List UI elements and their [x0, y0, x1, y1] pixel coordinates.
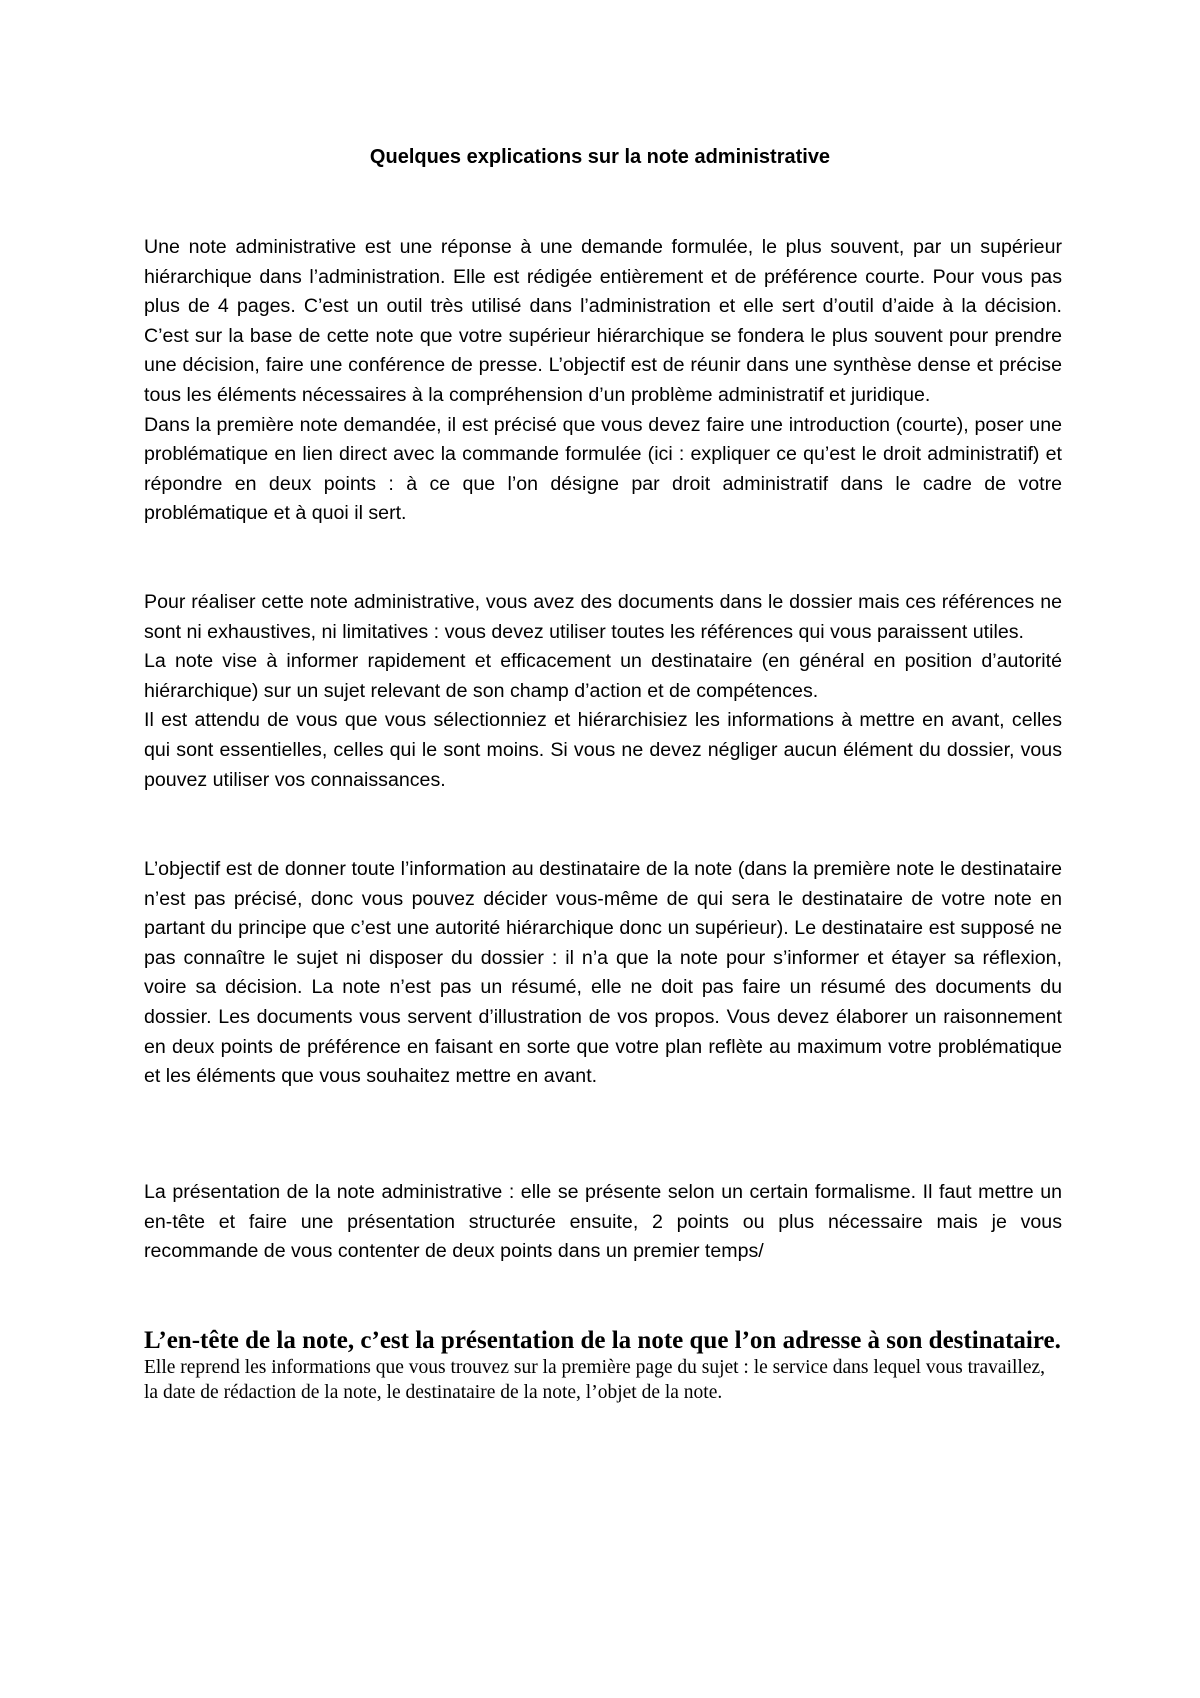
- paragraph: La présentation de la note administrative : elle se présente selon un certain formalisme. Il faut mettre un en-tête et faire une présentation structurée ensuite, 2 points ou plus nécessaire mais je vous recommande de vous contenter de deux points dans un premier temps/: [144, 1181, 1062, 1263]
- paragraph: Une note administrative est une réponse à une demande formulée, le plus souvent, par un supérieur hiérarchique dans l’administration. Elle est rédigée entièrement et de préférence courte. Pour vous pas plus de 4 pages. C’est un outil très utilisé dans l’administration et elle sert d’outil d’aide à la décision. C’est sur la base de cette note que votre supérieur hiérarchique se fondera le plus souvent pour prendre une décision, faire une conférence de presse. L’objectif est de réunir dans une synthèse dense et précise tous les éléments nécessaires à la compréhension d’un problème administratif et juridique.: [144, 236, 1062, 406]
- text-block-presentation: [144, 1178, 1062, 1267]
- paragraph: La note vise à informer rapidement et efficacement un destinataire (en général en position d’autorité hiérarchique) sur un sujet relevant de son champ d’action et de compétences.: [144, 650, 1062, 702]
- text-block-objectif: [144, 855, 1062, 1092]
- document-title: Quelques explications sur la note administrative: [369, 146, 831, 168]
- text-block-realisation: [144, 588, 1062, 795]
- paragraph: Il est attendu de vous que vous sélectionniez et hiérarchisiez les informations à mettre en avant, celles qui sont essentielles, celles qui le sont moins. Si vous ne devez négliger aucun élément du dossier, vous pouvez utiliser vos connaissances.: [144, 709, 1062, 791]
- paragraph: Dans la première note demandée, il est précisé que vous devez faire une introduction (courte), poser une problématique en lien direct avec la commande formulée (ici : expliquer ce qu’est le droit administratif) et répondre en deux points : à ce que l’on désigne par droit administratif dans le cadre de votre problématique et à quoi il sert.: [144, 413, 1062, 525]
- paragraph: Pour réaliser cette note administrative, vous avez des documents dans le dossier mais ces références ne sont ni exhaustives, ni limitatives : vous devez utiliser toutes les références qui vous paraissent utiles.: [144, 591, 1062, 643]
- entete-heading: L’en-tête de la note, c’est la présentation de la note que l’on adresse à son destinataire.: [144, 1327, 1061, 1354]
- entete-text: Elle reprend les informations que vous trouvez sur la première page du sujet : le service dans lequel vous travaillez, la date de rédaction de la note, le destinataire de la note, l’objet de la note.: [144, 1357, 1046, 1403]
- paragraph: L’objectif est de donner toute l’information au destinataire de la note (dans la première note le destinataire n’est pas précisé, donc vous pouvez décider vous-même de qui sera le destinataire de votre note en partant du principe que c’est une autorité hiérarchique donc un supérieur). Le destinataire est supposé ne pas connaître le sujet ni disposer du dossier : il n’a que la note pour s’informer et étayer sa réflexion, voire sa décision. La note n’est pas un résumé, elle ne doit pas faire un résumé des documents du dossier. Les documents vous servent d’illustration de vos propos. Vous devez élaborer un raisonnement en deux points de préférence en faisant en sorte que votre plan reflète au maximum votre problématique et les éléments que vous souhaitez mettre en avant.: [144, 858, 1062, 1088]
- text-block-intro: [144, 233, 1062, 529]
- entete-paragraph: [144, 1326, 1062, 1405]
